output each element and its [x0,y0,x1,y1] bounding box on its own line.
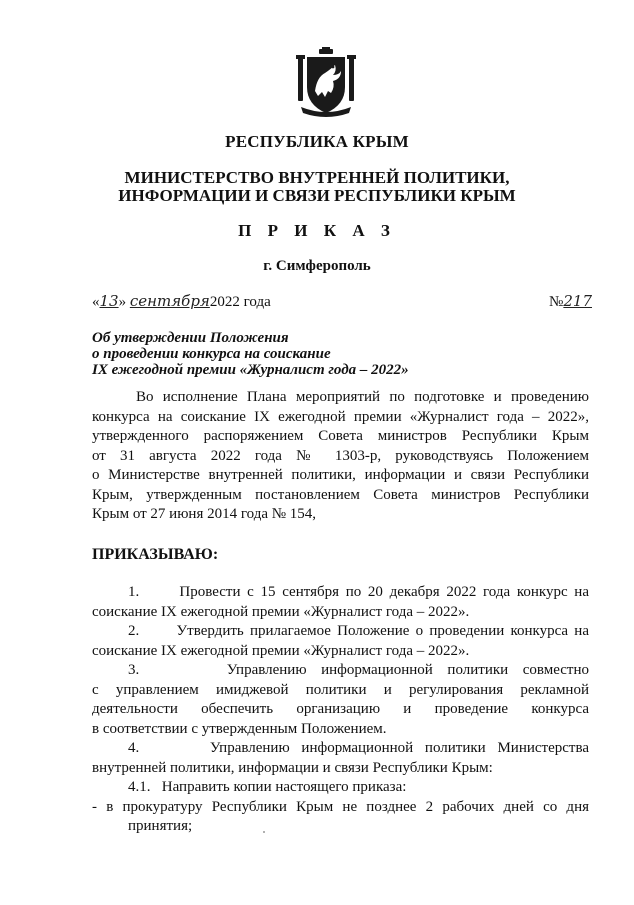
scan-speck [263,831,265,833]
order-number: №217 [549,292,592,310]
order-subject: Об утверждении Положения о проведении конкурса на соискание IX ежегодной премии «Журналист года – 2022» [92,330,409,378]
order-date: «13» сентября2022 года [92,292,271,310]
doc-type-title: П Р И К А З [238,221,396,240]
item-4: 4. Управлению информационной политики Министерства [128,740,589,756]
handwritten-day: 13 [99,292,119,310]
header-republic: РЕСПУБЛИКА КРЫМ [225,132,409,151]
order-year: 2022 года [209,294,271,310]
handwritten-number: 217 [563,292,592,310]
item-2: 2. Утвердить прилагаемое Положение о проведении конкурса на [128,623,589,639]
crimea-coat-of-arms-icon [295,47,357,119]
handwritten-month: сентября [129,292,210,310]
preamble-paragraph: Во исполнение Плана мероприятий по подготовке и проведению конкурса на соискание IX ежегодной премии «Журналист года – 2022», утвержденного распоряжением Совета министров Республики Крым от 31 августа 2022 года № 1303-р, руководствуясь Положением о Министерстве внутренней политики, информации и связи Республики Крым, утвержденным постановлением Совета министров Республики Крым от 27 июня 2014 года № 154, [92,389,589,522]
header-ministry-line2: ИНФОРМАЦИИ И СВЯЗИ РЕСПУБЛИКИ КРЫМ [118,186,516,205]
order-word: ПРИКАЗЫВАЮ: [92,546,219,563]
city: г. Симферополь [263,258,371,274]
header-ministry-line1: МИНИСТЕРСТВО ВНУТРЕННЕЙ ПОЛИТИКИ, [124,168,510,187]
item-4-1: 4.1. Направить копии настоящего приказа: [128,779,407,795]
order-items: 1. Провести с 15 сентября по 20 декабря 2022 года конкурс на соискание IX ежегодной премии «Журналист года – 2022». 2. Утвердить прилагаемое Положение о проведении конкурса на соискание IX ежегодной премии «Журналист года – 2022». 3. Управлению информационной политики совместно с управлением имиджевой политики и регулирования рекламной деятельности обеспечить организацию и проведение конкурса в соответствии с утвержденным Положением. 4. Управлению информационной политики Министерства внутренней политики, информации и связи Республики Крым: 4.1. Направить копии настоящего приказа: - в прокуратуру Республики Крым не позднее 2 рабочих дней со дня принятия; [92,584,589,834]
item-1: 1. Провести с 15 сентября по 20 декабря 2022 года конкурс на [128,584,589,600]
item-3: 3. Управлению информационной политики совместно [128,662,589,678]
date-row [92,292,592,316]
